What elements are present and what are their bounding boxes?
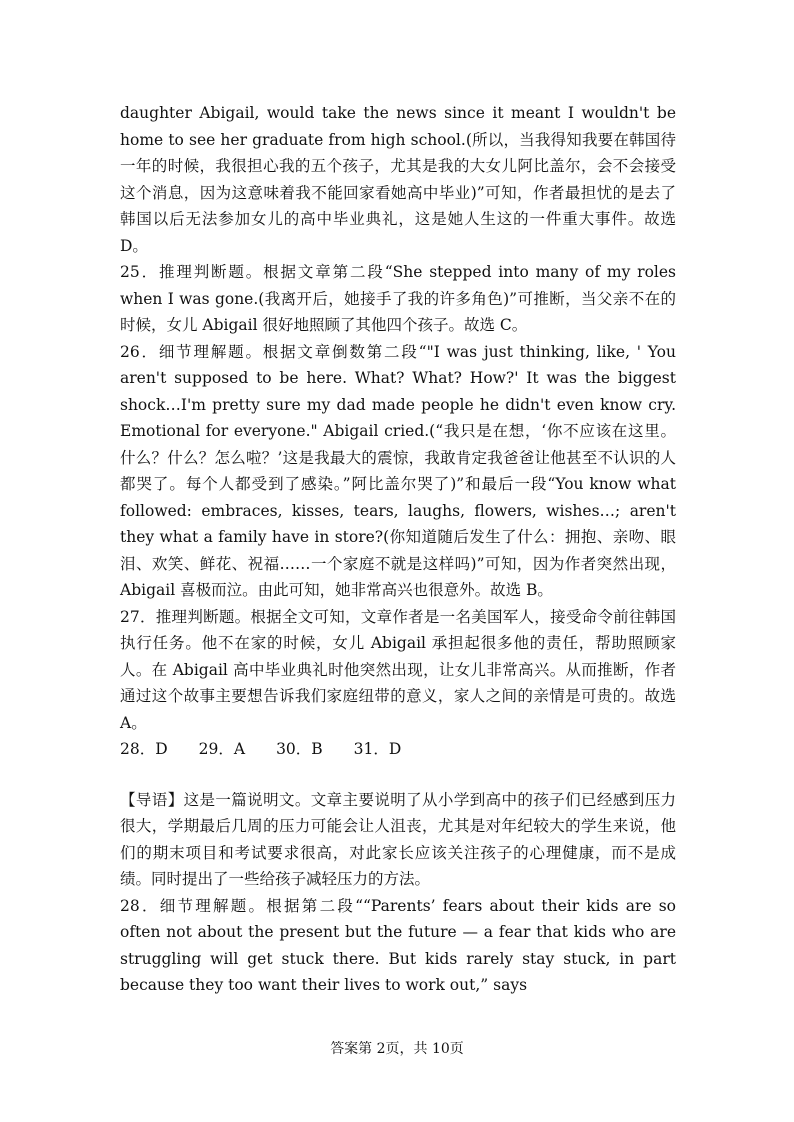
paragraph-q24-continued: daughter Abigail, would take the news since it meant I wouldn't be home to see her graduate from high school.(所以，当我得知我要在韩国待一年的时候，我很担心我的五个孩子，尤其是我的大女儿阿比盖尔，会不会接受这个消息，因为这意味着我不能回家看她高中毕业)”可知，作者最担忧的是去了韩国以后无法参加女儿的高中毕业典礼，这是她人生这的一件重大事件。故选 D。 — [120, 104, 676, 255]
answer-explanations — [120, 100, 676, 999]
paragraph-q25: 25．推理判断题。根据文章第二段“She stepped into many of my roles when I was gone.(我离开后，她接手了我的许多角色)”可推断，当父亲不在的时候，女儿 Abigail 很好地照顾了其他四个孩子。故选 C。 — [120, 263, 676, 334]
answer-key-line: 28．D 29．A 30．B 31．D — [120, 740, 402, 758]
paragraph-q26: 26．细节理解题。根据文章倒数第二段“"I was just thinking, like, ' You aren't supposed to be here. What? What? How?' It was the biggest shock…I'm pretty sure my dad made people he didn't even know cry. Emotional for everyone." Abigail cried.(“我只是在想，‘你不应该在这里。什么？什么？怎么啦？’这是我最大的震惊，我敢肯定我爸爸让他甚至不认识的人都哭了。每个人都受到了感染。”阿比盖尔哭了)”和最后一段“You know what followed: embraces, kisses, tears, laughs, flowers, wishes…; aren't they what a family have in store?(你知道随后发生了什么：拥抱、亲吻、眼泪、欢笑、鲜花、祝福……一个家庭不就是这样吗)”可知，因为作者突然出现，Abigail 喜极而泣。由此可知，她非常高兴也很意外。故选 B。 — [120, 342, 676, 599]
paragraph-q27: 27．推理判断题。根据全文可知，文章作者是一名美国军人，接受命令前往韩国执行任务。他不在家的时候，女儿 Abigail 承担起很多他的责任，帮助照顾家人。在 Abigail 高中毕业典礼时他突然出现，让女儿非常高兴。从而推断，作者通过这个故事主要想告诉我们家庭纽带的意义，家人之间的亲情是可贵的。故选 A。 — [120, 607, 676, 732]
intro-paragraph: 【导语】这是一篇说明文。文章主要说明了从小学到高中的孩子们已经感到压力很大，学期最后几周的压力可能会让人沮丧，尤其是对年纪较大的学生来说，他们的期末项目和考试要求很高，对此家长应该关注孩子的心理健康，而不是成绩。同时提出了一些给孩子减轻压力的方法。 — [120, 790, 676, 888]
section-gap — [120, 763, 676, 787]
paragraph-q28: 28．细节理解题。根据第二段““Parents’ fears about their kids are so often not about the present but the future — a fear that kids who are struggling will get stuck there. But kids rarely stay stuck, in part because they too want their lives to work out,” says — [120, 896, 676, 994]
page-footer: 答案第 2页，共 10页 — [330, 1041, 464, 1057]
